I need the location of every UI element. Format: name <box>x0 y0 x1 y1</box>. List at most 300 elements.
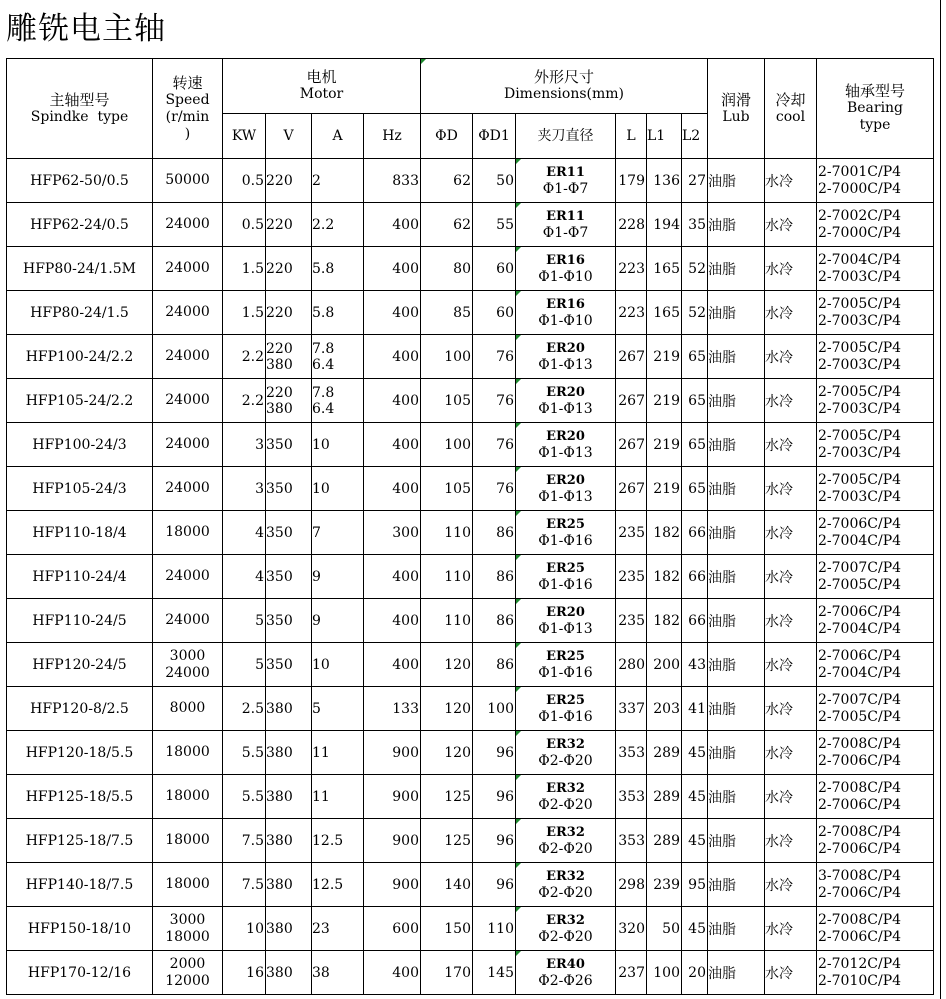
bearing-cell: 2-7001C/P4 2-7000C/P4 <box>817 159 934 203</box>
phid-cell: 110 <box>421 555 473 599</box>
lub-cell: 油脂 <box>708 511 765 555</box>
collet-cell: ER16 Φ1-Φ10 <box>516 247 616 291</box>
l2-cell: 65 <box>682 467 708 511</box>
phid1-cell: 86 <box>473 555 516 599</box>
model-cell: HFP150-18/10 <box>7 907 153 951</box>
bearing-cell: 2-7006C/P4 2-7004C/P4 <box>817 511 934 555</box>
kw-cell: 5.5 <box>223 775 266 819</box>
model-cell: HFP80-24/1.5M <box>7 247 153 291</box>
lub-cell: 油脂 <box>708 379 765 423</box>
model-cell: HFP120-8/2.5 <box>7 687 153 731</box>
bearing-cell: 2-7007C/P4 2-7005C/P4 <box>817 687 934 731</box>
speed-cell: 24000 <box>153 335 223 379</box>
kw-cell: 2.2 <box>223 335 266 379</box>
lub-cell: 油脂 <box>708 555 765 599</box>
kw-cell: 4 <box>223 511 266 555</box>
header-speed: 转速 Speed (r/min ) <box>153 59 223 159</box>
kw-cell: 7.5 <box>223 819 266 863</box>
l1-cell: 289 <box>647 731 682 775</box>
hz-cell: 600 <box>364 907 421 951</box>
bearing-cell: 2-7008C/P4 2-7006C/P4 <box>817 907 934 951</box>
hz-cell: 400 <box>364 423 421 467</box>
phid-cell: 120 <box>421 687 473 731</box>
bearing-cell: 2-7005C/P4 2-7003C/P4 <box>817 335 934 379</box>
l-cell: 179 <box>616 159 647 203</box>
current-cell: 2 <box>312 159 364 203</box>
table-row <box>7 423 934 467</box>
voltage-cell: 350 <box>266 599 312 643</box>
collet-cell: ER11 Φ1-Φ7 <box>516 203 616 247</box>
current-cell: 38 <box>312 951 364 995</box>
cool-cell: 水冷 <box>765 467 817 511</box>
kw-cell: 1.5 <box>223 247 266 291</box>
collet-cell: ER32 Φ2-Φ20 <box>516 819 616 863</box>
model-cell: HFP105-24/3 <box>7 467 153 511</box>
current-cell: 2.2 <box>312 203 364 247</box>
current-cell: 10 <box>312 467 364 511</box>
phid-cell: 170 <box>421 951 473 995</box>
phid1-cell: 100 <box>473 687 516 731</box>
current-cell: 5 <box>312 687 364 731</box>
spindle-spec-table <box>6 58 934 995</box>
hz-cell: 400 <box>364 335 421 379</box>
l-cell: 235 <box>616 555 647 599</box>
cool-cell: 水冷 <box>765 951 817 995</box>
kw-cell: 0.5 <box>223 203 266 247</box>
bearing-cell: 2-7008C/P4 2-7006C/P4 <box>817 819 934 863</box>
speed-cell: 24000 <box>153 247 223 291</box>
l2-cell: 41 <box>682 687 708 731</box>
l1-cell: 239 <box>647 863 682 907</box>
phid1-cell: 145 <box>473 951 516 995</box>
current-cell: 7.8 6.4 <box>312 379 364 423</box>
lub-cell: 油脂 <box>708 423 765 467</box>
l-cell: 267 <box>616 379 647 423</box>
bearing-cell: 2-7012C/P4 2-7010C/P4 <box>817 951 934 995</box>
phid-cell: 110 <box>421 511 473 555</box>
kw-cell: 5.5 <box>223 731 266 775</box>
table-row <box>7 159 934 203</box>
l2-cell: 65 <box>682 379 708 423</box>
current-cell: 10 <box>312 643 364 687</box>
l1-cell: 50 <box>647 907 682 951</box>
l-cell: 353 <box>616 819 647 863</box>
lub-cell: 油脂 <box>708 203 765 247</box>
current-cell: 11 <box>312 775 364 819</box>
speed-cell: 24000 <box>153 555 223 599</box>
l-cell: 353 <box>616 731 647 775</box>
voltage-cell: 350 <box>266 555 312 599</box>
l1-cell: 136 <box>647 159 682 203</box>
lub-cell: 油脂 <box>708 951 765 995</box>
speed-cell: 24000 <box>153 599 223 643</box>
cool-cell: 水冷 <box>765 203 817 247</box>
current-cell: 12.5 <box>312 819 364 863</box>
l2-cell: 66 <box>682 511 708 555</box>
table-row <box>7 907 934 951</box>
l1-cell: 289 <box>647 819 682 863</box>
kw-cell: 10 <box>223 907 266 951</box>
lub-cell: 油脂 <box>708 819 765 863</box>
bearing-cell: 2-7006C/P4 2-7004C/P4 <box>817 643 934 687</box>
bearing-cell: 2-7005C/P4 2-7003C/P4 <box>817 467 934 511</box>
header-l2: L2 <box>682 114 708 159</box>
collet-cell: ER20 Φ1-Φ13 <box>516 467 616 511</box>
l2-cell: 45 <box>682 731 708 775</box>
header-bearing: 轴承型号 Bearing type <box>817 59 934 159</box>
l1-cell: 219 <box>647 467 682 511</box>
phid-cell: 110 <box>421 599 473 643</box>
table-row <box>7 467 934 511</box>
table-row <box>7 291 934 335</box>
hz-cell: 900 <box>364 863 421 907</box>
cool-cell: 水冷 <box>765 775 817 819</box>
table-body <box>7 159 934 995</box>
model-cell: HFP140-18/7.5 <box>7 863 153 907</box>
l-cell: 223 <box>616 291 647 335</box>
speed-cell: 18000 <box>153 731 223 775</box>
voltage-cell: 350 <box>266 511 312 555</box>
cool-cell: 水冷 <box>765 819 817 863</box>
header-motor: 电机 Motor <box>223 59 421 114</box>
bearing-cell: 2-7005C/P4 2-7003C/P4 <box>817 291 934 335</box>
model-cell: HFP62-24/0.5 <box>7 203 153 247</box>
model-cell: HFP62-50/0.5 <box>7 159 153 203</box>
phid-cell: 105 <box>421 379 473 423</box>
speed-cell: 2000 12000 <box>153 951 223 995</box>
voltage-cell: 380 <box>266 775 312 819</box>
voltage-cell: 220 380 <box>266 379 312 423</box>
collet-cell: ER20 Φ1-Φ13 <box>516 379 616 423</box>
speed-cell: 24000 <box>153 379 223 423</box>
phid-cell: 150 <box>421 907 473 951</box>
collet-cell: ER11 Φ1-Φ7 <box>516 159 616 203</box>
voltage-cell: 220 380 <box>266 335 312 379</box>
phid1-cell: 96 <box>473 775 516 819</box>
page-title: 雕铣电主轴 <box>6 11 166 47</box>
l1-cell: 165 <box>647 247 682 291</box>
voltage-cell: 380 <box>266 731 312 775</box>
l1-cell: 194 <box>647 203 682 247</box>
l-cell: 223 <box>616 247 647 291</box>
l1-cell: 165 <box>647 291 682 335</box>
phid1-cell: 76 <box>473 467 516 511</box>
lub-cell: 油脂 <box>708 907 765 951</box>
l1-cell: 219 <box>647 423 682 467</box>
collet-cell: ER20 Φ1-Φ13 <box>516 599 616 643</box>
l-cell: 298 <box>616 863 647 907</box>
model-cell: HFP170-12/16 <box>7 951 153 995</box>
header-lub: 润滑 Lub <box>708 59 765 159</box>
voltage-cell: 380 <box>266 687 312 731</box>
header-model: 主轴型号 Spindke type <box>7 59 153 159</box>
phid-cell: 120 <box>421 731 473 775</box>
speed-cell: 24000 <box>153 467 223 511</box>
hz-cell: 400 <box>364 379 421 423</box>
collet-cell: ER32 Φ2-Φ20 <box>516 907 616 951</box>
cool-cell: 水冷 <box>765 159 817 203</box>
collet-cell: ER32 Φ2-Φ20 <box>516 775 616 819</box>
table-row <box>7 247 934 291</box>
current-cell: 5.8 <box>312 247 364 291</box>
phid-cell: 62 <box>421 159 473 203</box>
bearing-cell: 2-7006C/P4 2-7004C/P4 <box>817 599 934 643</box>
right-border-line <box>940 0 941 999</box>
speed-cell: 24000 <box>153 291 223 335</box>
collet-cell: ER25 Φ1-Φ16 <box>516 687 616 731</box>
cool-cell: 水冷 <box>765 599 817 643</box>
speed-cell: 8000 <box>153 687 223 731</box>
hz-cell: 400 <box>364 247 421 291</box>
model-cell: HFP110-24/5 <box>7 599 153 643</box>
voltage-cell: 350 <box>266 467 312 511</box>
kw-cell: 2.5 <box>223 687 266 731</box>
voltage-cell: 380 <box>266 819 312 863</box>
hz-cell: 900 <box>364 819 421 863</box>
phid1-cell: 96 <box>473 819 516 863</box>
voltage-cell: 380 <box>266 863 312 907</box>
table-row <box>7 335 934 379</box>
kw-cell: 5 <box>223 643 266 687</box>
kw-cell: 2.2 <box>223 379 266 423</box>
l1-cell: 219 <box>647 379 682 423</box>
hz-cell: 300 <box>364 511 421 555</box>
collet-cell: ER25 Φ1-Φ16 <box>516 555 616 599</box>
hz-cell: 133 <box>364 687 421 731</box>
l2-cell: 95 <box>682 863 708 907</box>
l2-cell: 27 <box>682 159 708 203</box>
voltage-cell: 380 <box>266 907 312 951</box>
l2-cell: 20 <box>682 951 708 995</box>
l2-cell: 52 <box>682 291 708 335</box>
phid-cell: 125 <box>421 775 473 819</box>
cool-cell: 水冷 <box>765 335 817 379</box>
collet-cell: ER32 Φ2-Φ20 <box>516 731 616 775</box>
l2-cell: 52 <box>682 247 708 291</box>
speed-cell: 18000 <box>153 775 223 819</box>
kw-cell: 1.5 <box>223 291 266 335</box>
lub-cell: 油脂 <box>708 291 765 335</box>
table-row <box>7 379 934 423</box>
lub-cell: 油脂 <box>708 687 765 731</box>
cool-cell: 水冷 <box>765 907 817 951</box>
table-row <box>7 599 934 643</box>
header-a: A <box>312 114 364 159</box>
l2-cell: 45 <box>682 907 708 951</box>
l2-cell: 35 <box>682 203 708 247</box>
current-cell: 7.8 6.4 <box>312 335 364 379</box>
table-row <box>7 731 934 775</box>
model-cell: HFP100-24/3 <box>7 423 153 467</box>
kw-cell: 7.5 <box>223 863 266 907</box>
bearing-cell: 2-7004C/P4 2-7003C/P4 <box>817 247 934 291</box>
model-cell: HFP105-24/2.2 <box>7 379 153 423</box>
current-cell: 7 <box>312 511 364 555</box>
bearing-cell: 2-7007C/P4 2-7005C/P4 <box>817 555 934 599</box>
hz-cell: 400 <box>364 555 421 599</box>
cool-cell: 水冷 <box>765 291 817 335</box>
phid1-cell: 60 <box>473 291 516 335</box>
current-cell: 9 <box>312 555 364 599</box>
cool-cell: 水冷 <box>765 555 817 599</box>
model-cell: HFP125-18/7.5 <box>7 819 153 863</box>
current-cell: 11 <box>312 731 364 775</box>
model-cell: HFP110-24/4 <box>7 555 153 599</box>
phid-cell: 80 <box>421 247 473 291</box>
header-l1: L1 <box>647 114 682 159</box>
l2-cell: 66 <box>682 555 708 599</box>
speed-cell: 18000 <box>153 863 223 907</box>
hz-cell: 400 <box>364 643 421 687</box>
l2-cell: 65 <box>682 335 708 379</box>
speed-cell: 24000 <box>153 203 223 247</box>
l1-cell: 182 <box>647 599 682 643</box>
header-collet: 夹刀直径 <box>516 114 616 159</box>
table-row <box>7 951 934 995</box>
phid1-cell: 86 <box>473 599 516 643</box>
header-kw: KW <box>223 114 266 159</box>
l1-cell: 219 <box>647 335 682 379</box>
l-cell: 337 <box>616 687 647 731</box>
speed-cell: 3000 24000 <box>153 643 223 687</box>
speed-cell: 24000 <box>153 423 223 467</box>
l2-cell: 66 <box>682 599 708 643</box>
model-cell: HFP100-24/2.2 <box>7 335 153 379</box>
speed-cell: 18000 <box>153 511 223 555</box>
model-cell: HFP120-24/5 <box>7 643 153 687</box>
phid-cell: 62 <box>421 203 473 247</box>
voltage-cell: 220 <box>266 159 312 203</box>
bearing-cell: 3-7008C/P4 2-7006C/P4 <box>817 863 934 907</box>
kw-cell: 5 <box>223 599 266 643</box>
current-cell: 23 <box>312 907 364 951</box>
phid-cell: 100 <box>421 423 473 467</box>
phid1-cell: 55 <box>473 203 516 247</box>
hz-cell: 900 <box>364 775 421 819</box>
header-v: V <box>266 114 312 159</box>
hz-cell: 400 <box>364 203 421 247</box>
collet-cell: ER32 Φ2-Φ20 <box>516 863 616 907</box>
table-row <box>7 511 934 555</box>
collet-cell: ER25 Φ1-Φ16 <box>516 511 616 555</box>
l-cell: 237 <box>616 951 647 995</box>
lub-cell: 油脂 <box>708 247 765 291</box>
lub-cell: 油脂 <box>708 159 765 203</box>
lub-cell: 油脂 <box>708 467 765 511</box>
table-row <box>7 555 934 599</box>
l-cell: 235 <box>616 599 647 643</box>
header-phid: ΦD <box>421 114 473 159</box>
table-row <box>7 687 934 731</box>
l1-cell: 203 <box>647 687 682 731</box>
phid-cell: 105 <box>421 467 473 511</box>
phid1-cell: 96 <box>473 731 516 775</box>
lub-cell: 油脂 <box>708 731 765 775</box>
lub-cell: 油脂 <box>708 863 765 907</box>
speed-cell: 3000 18000 <box>153 907 223 951</box>
cool-cell: 水冷 <box>765 379 817 423</box>
hz-cell: 400 <box>364 291 421 335</box>
model-cell: HFP125-18/5.5 <box>7 775 153 819</box>
hz-cell: 833 <box>364 159 421 203</box>
voltage-cell: 350 <box>266 643 312 687</box>
l-cell: 353 <box>616 775 647 819</box>
model-cell: HFP120-18/5.5 <box>7 731 153 775</box>
cool-cell: 水冷 <box>765 863 817 907</box>
l1-cell: 182 <box>647 555 682 599</box>
l-cell: 280 <box>616 643 647 687</box>
current-cell: 9 <box>312 599 364 643</box>
phid-cell: 140 <box>421 863 473 907</box>
kw-cell: 16 <box>223 951 266 995</box>
voltage-cell: 220 <box>266 291 312 335</box>
phid1-cell: 96 <box>473 863 516 907</box>
cool-cell: 水冷 <box>765 643 817 687</box>
l-cell: 267 <box>616 335 647 379</box>
collet-cell: ER16 Φ1-Φ10 <box>516 291 616 335</box>
lub-cell: 油脂 <box>708 643 765 687</box>
table-row <box>7 775 934 819</box>
table-row <box>7 643 934 687</box>
lub-cell: 油脂 <box>708 335 765 379</box>
phid1-cell: 76 <box>473 335 516 379</box>
model-cell: HFP80-24/1.5 <box>7 291 153 335</box>
l2-cell: 65 <box>682 423 708 467</box>
header-cool: 冷却 cool <box>765 59 817 159</box>
phid-cell: 85 <box>421 291 473 335</box>
bearing-cell: 2-7005C/P4 2-7003C/P4 <box>817 423 934 467</box>
lub-cell: 油脂 <box>708 599 765 643</box>
l1-cell: 200 <box>647 643 682 687</box>
cool-cell: 水冷 <box>765 423 817 467</box>
kw-cell: 3 <box>223 467 266 511</box>
hz-cell: 400 <box>364 951 421 995</box>
kw-cell: 0.5 <box>223 159 266 203</box>
table-row <box>7 203 934 247</box>
header-dimensions: 外形尺寸 Dimensions(mm) <box>421 59 708 114</box>
l2-cell: 45 <box>682 775 708 819</box>
table-row <box>7 863 934 907</box>
collet-cell: ER25 Φ1-Φ16 <box>516 643 616 687</box>
phid1-cell: 76 <box>473 379 516 423</box>
l2-cell: 43 <box>682 643 708 687</box>
header-phid1: ΦD1 <box>473 114 516 159</box>
voltage-cell: 220 <box>266 203 312 247</box>
phid-cell: 120 <box>421 643 473 687</box>
hz-cell: 900 <box>364 731 421 775</box>
current-cell: 12.5 <box>312 863 364 907</box>
table-row <box>7 819 934 863</box>
phid-cell: 100 <box>421 335 473 379</box>
lub-cell: 油脂 <box>708 775 765 819</box>
collet-cell: ER20 Φ1-Φ13 <box>516 335 616 379</box>
phid1-cell: 86 <box>473 643 516 687</box>
bearing-cell: 2-7005C/P4 2-7003C/P4 <box>817 379 934 423</box>
l-cell: 235 <box>616 511 647 555</box>
l-cell: 320 <box>616 907 647 951</box>
l1-cell: 289 <box>647 775 682 819</box>
voltage-cell: 220 <box>266 247 312 291</box>
kw-cell: 3 <box>223 423 266 467</box>
hz-cell: 400 <box>364 467 421 511</box>
header-l: L <box>616 114 647 159</box>
phid1-cell: 110 <box>473 907 516 951</box>
l1-cell: 182 <box>647 511 682 555</box>
collet-cell: ER20 Φ1-Φ13 <box>516 423 616 467</box>
l-cell: 228 <box>616 203 647 247</box>
model-cell: HFP110-18/4 <box>7 511 153 555</box>
bearing-cell: 2-7008C/P4 2-7006C/P4 <box>817 731 934 775</box>
